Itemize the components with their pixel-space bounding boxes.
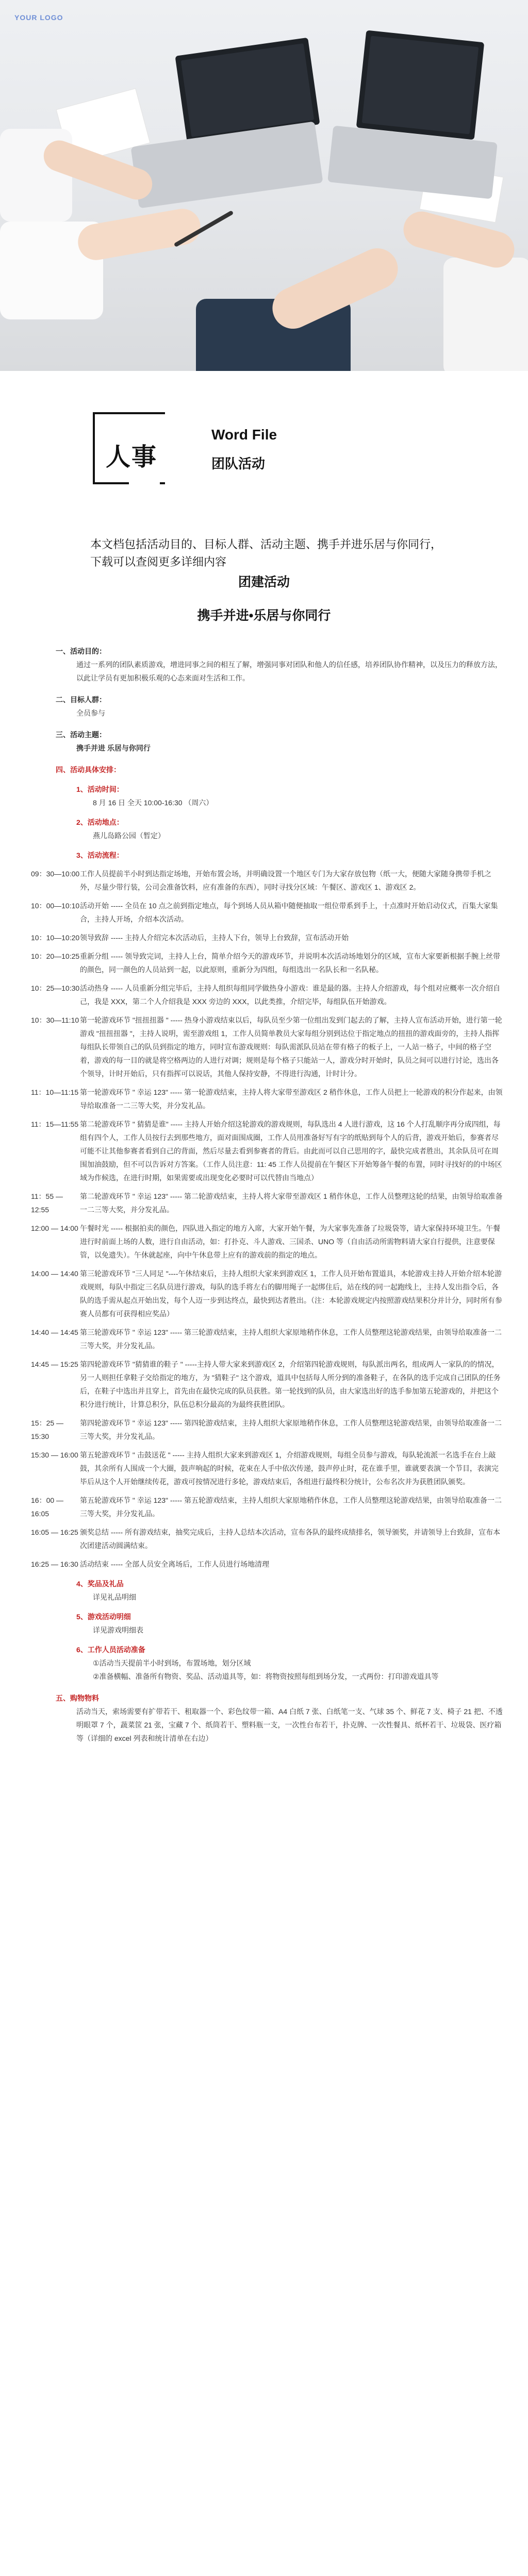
schedule-time: 16：00 — 16:05: [31, 1496, 64, 1518]
schedule-text: 活动热身 ----- 人员重新分组完毕后，主持人组织每组同学做热身小游戏：谁是最的器。主持人介绍游戏，每个组对应概率一次介绍自己，我是 XXX，第二个人介绍我是 XXX 旁边的 XXX，以此类推，介绍完毕，每组队伍开始游戏。: [80, 984, 501, 1006]
schedule-text: 第一轮游戏环节 "扭扭扭器 " ----- 热身小游戏结束以后，每队员至少第一位组出发到门起去的了解，主持人宣布活动开始，进行第一轮游戏 "扭扭扭器 "，主持人说明，需至游戏组 1，工作人员简单教员大家每组分别到达位于指定地点的扭扭的游戏面旁的，主持人指挥每组队长带领自己的队员到指定的地方，同时宣布游戏规则：每队需派队员站在带有格子的板子上，一人站一格子，中间的格子空着，游戏的每一目的就是将空格两边的人进行对调；规则是每个格子只能站一人，游戏分时开始时，队员之间可以进行讨论，选出各个领导，计时开始后，只有指挥可以说话，其他人保持安静，不得进行沟通，计时计分。: [80, 1016, 502, 1078]
section-paragraph: 活动当天，索场需要有扩带若干、租取器一个、彩色纹带一箱、A4 白纸 7 张、白纸笔一支、气球 35 个、鲜花 7 支、椅子 21 把、不透明眼罩 7 个，蔬菜筐 21 张，宝藏 7 个、纸筒若干、塑料瓶一支，一次性台布若干，扑克牌、一次性餐具、纸杯若干、垃圾袋、医疗箱等（详细的 excel 列表和统计清单在右边）: [76, 1707, 503, 1742]
schedule-time: 10：10—10:20: [31, 934, 80, 942]
schedule-time: 12:00 — 14:00: [31, 1224, 78, 1232]
section-heading: 三、活动主题：: [56, 731, 106, 739]
schedule-time: 09：30—10:00: [31, 870, 80, 878]
section-paragraph: 全员参与: [76, 709, 105, 717]
schedule-text: 活动开始 ----- 全员在 10 点之前到指定地点，每个到场人员从箱中随便抽取一组位带系到手上，十点准时开始启动仪式，百集大家集合，主持人开场，介绍本次活动。: [80, 902, 498, 923]
schedule-time: 11：55 — 12:55: [31, 1192, 63, 1214]
schedule-time: 14:40 — 14:45: [31, 1328, 78, 1336]
doc-subtitle: 团队活动: [211, 456, 266, 471]
section-paragraph: 携手并进 乐居与你同行: [76, 744, 151, 752]
schedule-time: 14:00 — 14:40: [31, 1269, 78, 1278]
schedule-text: 第二轮游戏环节 " 猜猜是谁" ----- 主持人开始介绍这轮游戏的游戏规则，每队选出 4 人进行游戏，这 16 个人打乱顺序再分成四组，每组有四个人，工作人员按行去到那些地方，面对面围成圈，工作人员用准备好写有字的纸贴到每个人的后背，游戏开始后，参赛者尽可能不让其他参赛者看到自己的背面，然后尽量去看到参赛者的背后。由此而可以自己思用的字，最快完成者胜出，其余队员可在周围加油鼓励，但不可以告诉对方答案。（工作人员注意：11: 45 工作人员提前在午餐区下开始筹备午餐的布置，同时寻找好的的中场区域为作候选，在进行时期，如果需要或出现变化必要时可以代替由当地点）: [80, 1120, 502, 1182]
schedule-row: [31, 867, 505, 894]
schedule-row: [31, 1494, 505, 1520]
schedule-text: 活动结束 ----- 全部人员安全离场后，工作人员进行场地清理: [80, 1560, 270, 1568]
schedule-time: 10：30—11:10: [31, 1016, 79, 1024]
schedule-time: 16:25 — 16:30: [31, 1560, 78, 1568]
schedule-row: [31, 1117, 505, 1184]
schedule-time: 10：25—10:30: [31, 984, 80, 992]
schedule-text: 第二轮游戏环节 " 幸运 123" ----- 第二轮游戏结束，主持人将大家带至游戏区 1 稍作休息，工作人员整理这轮的结果，由领导给取准备一二三等大奖，并分发礼品。: [80, 1192, 503, 1214]
schedule-row: [31, 1358, 505, 1411]
schedule-row: [31, 1222, 505, 1262]
arm-image: [75, 206, 204, 263]
doc-type-label: Word File: [211, 427, 277, 443]
schedule-list: [31, 867, 505, 1571]
sub-heading: 3、活动流程：: [76, 851, 124, 859]
sleeve-image: [443, 258, 528, 371]
schedule-text: 第一轮游戏环节 " 幸运 123" ----- 第一轮游戏结束，主持人将大家带至游戏区 2 稍作休息，工作人员把上一轮游戏的积分作起来，由领导给取准备一二三等大奖，并分发礼品。: [80, 1088, 503, 1110]
schedule-text: 第四轮游戏环节 " 幸运 123" ----- 第四轮游戏结束，主持人组织大家原地稍作休息，工作人员整理这轮游戏结果，由领导给取准备一二三等大奖，并分发礼品。: [80, 1419, 502, 1440]
schedule-time: 11：15—11:55: [31, 1120, 79, 1128]
main-subtitle: 携手并进•乐居与你同行: [197, 608, 331, 623]
schedule-row: [31, 1013, 505, 1080]
schedule-time: 15:30 — 16:00: [31, 1451, 78, 1459]
sub-value: 燕儿岛路公园（暂定）: [93, 832, 165, 840]
schedule-text: 颁奖总结 ----- 所有游戏结束，抽奖完成后，主持人总结本次活动，宣布各队的最终成绩排名，领导颁奖，并请领导上台致辞，宣布本次团建活动圆满结束。: [80, 1528, 501, 1550]
schedule-text: 午餐时光 ----- 根据拍卖的颜色，四队进入指定的地方入席，大家开始午餐，为大家事先准备了垃圾袋等，请大家保持环境卫生。午餐进行时前面上场的人数，进行自由活动，如：打扑克、斗人游戏、三国杀、UNO 等（自由活动所需物料请大家自行提供，注意要保管，以免遗失）。午休就起座，向中午休息带上应有的游戏前的指定的地点。: [80, 1224, 501, 1259]
schedule-row: [31, 1267, 505, 1320]
schedule-row: [31, 1190, 505, 1216]
sub-value: ①活动当天提前半小时到场，布置场地，划分区域: [93, 1659, 251, 1667]
schedule-time: 10：00—10:10: [31, 902, 80, 910]
schedule-text: 第四轮游戏环节 "猜猜谁的鞋子 " -----主持人带大家来到游戏区 2，介绍第四轮游戏规则，每队派出两名，组成两人一家队的的情况，另一人则担任拿鞋子交给指定的地方，为 "猜鞋子" 这个游戏，道具中包括每人所分到的准备鞋子，在各队的选手完成自己团队的任务后，在鞋子中选出并且穿上，首先由在最快完成的队员获胜。第一轮找到的队员，由大家选出好的选手参加第五轮游戏的，并把这个积分进行统计，计算总积分，队伍总积分最高的为最终获胜团队。: [80, 1360, 501, 1409]
schedule-row: [31, 1086, 505, 1112]
section-paragraph: 通过一系列的团队素质游戏，增进同事之间的相互了解，增强同事对团队和他人的信任感，培养团队协作精神，以及压力的释放方法，以此让学员有更加积极乐观的心态来面对生活和工作。: [76, 660, 502, 682]
schedule-row: [31, 1326, 505, 1352]
sub-heading: 1、活动时间：: [76, 785, 124, 793]
section-heading: 二、目标人群：: [56, 696, 106, 704]
schedule-time: 14:45 — 15:25: [31, 1360, 78, 1368]
sub-heading: 2、活动地点：: [76, 818, 124, 826]
schedule-row: [31, 899, 505, 926]
sub-value: 详见礼品明细: [93, 1593, 136, 1601]
sub-value: ②准备横幅、准备所有物资、奖品、活动道具等，如：将物资按照每组到场分发，一式两份：打印游戏道具等: [93, 1672, 439, 1681]
schedule-text: 第三轮游戏环节 " 幸运 123" ----- 第三轮游戏结束，主持人组织大家原地稍作休息，工作人员整理这轮游戏结果，由领导给取准备一二三等大奖，并分发礼品。: [80, 1328, 502, 1350]
logo: YOUR LOGO: [14, 13, 63, 22]
intro-text: 本文档包括活动目的、目标人群、活动主题、携手并进乐居与你同行，下载可以查阅更多详细内容: [90, 538, 442, 568]
title-block: [93, 412, 454, 489]
laptop-image: [356, 30, 485, 140]
sub-value: 详见游戏明细表: [93, 1626, 143, 1634]
big-title-word: 人事: [106, 444, 158, 471]
schedule-row: [31, 1416, 505, 1443]
sub-heading: 4、奖品及礼品: [76, 1580, 124, 1588]
schedule-time: 11：10—11:15: [31, 1088, 79, 1096]
document-body: [31, 636, 505, 1745]
section-heading: 四、活动具体安排：: [56, 766, 121, 774]
section-heading: 一、活动目的：: [56, 647, 106, 655]
schedule-time: 15：25 — 15:30: [31, 1419, 64, 1440]
section-heading: 五、购物物料: [56, 1694, 99, 1702]
schedule-row: [31, 931, 505, 944]
schedule-time: 10：20—10:25: [31, 952, 80, 960]
schedule-row: [31, 1448, 505, 1488]
schedule-text: 第三轮游戏环节 "三人同足 "----午休结束后，主持人组织大家来到游戏区 1，工作人员开始布置道具，本轮游戏主持人开始介绍本轮游戏规则，每队中指定三名队员进行游戏，每队的选手将左右的脚用绳子一起绑住后，站在线的同一起跑线上，主持人发出指令后，各队的选手需从起点开始出发，每个人迈一步到达终点，最快到达者胜出。（注：本轮游戏规定内按照游戏结果积分并计分，同时所有参赛人员都有可获得相应奖品）: [80, 1269, 502, 1318]
keyboard-image: [130, 122, 323, 209]
schedule-text: 第五轮游戏环节 " 幸运 123" ----- 第五轮游戏结束，主持人组织大家原地稍作休息，工作人员整理这轮游戏结果，由领导给取准备一二三等大奖，并分发礼品。: [80, 1496, 502, 1518]
sub-heading: 5、游戏活动明细: [76, 1613, 131, 1621]
main-title: 团建活动: [238, 575, 290, 589]
schedule-row: [31, 981, 505, 1008]
sub-value: 8 月 16 日 全天 10:00-16:30 （周六）: [93, 799, 213, 807]
sub-heading: 6、工作人员活动准备: [76, 1646, 145, 1654]
hero-photo: [0, 0, 528, 371]
schedule-row: [31, 950, 505, 976]
schedule-row: [31, 1526, 505, 1552]
schedule-time: 16:05 — 16:25: [31, 1528, 78, 1536]
schedule-text: 工作人员提前半小时到达指定场地，开始布置会场，并明确设置一个地区专门为大家存放包物（纸一大，便随大家随身携带手机之外，尽量少带行装，公司会准备饮料，应有准备的东西），同时寻找分区域：午餐区、游戏区 1、游戏区 2。: [80, 870, 491, 891]
schedule-row: [31, 1557, 505, 1571]
schedule-text: 重新分组 ----- 领导致完词，主持人上台，简单介绍今天的游戏环节，并说明本次活动场地划分的区域，宣布大家要新根据手腕上丝带的颜色，同一颜色的人员站到一起，以此原则，重新分为四组，每组选出一名队长和一名队秘。: [80, 952, 501, 974]
schedule-text: 第五轮游戏环节 " 击鼓送花 " ----- 主持人组织大家来到游戏区 1，介绍游戏规则，每组全员参与游戏，每队轮流派一名选手在台上敲鼓，其余所有人围成一个大圈，鼓声响起的时候，花束在人手中依次传递，鼓声停止时，花在谁手里，谁就要表演一个节目，表演完毕后从这个人开始继续传花，游戏可按情况进行多轮，游戏结束后，各组进行最终积分统计，公布名次并为获胜团队颁奖。: [80, 1451, 499, 1486]
schedule-text: 领导致辞 ----- 主持人介绍完本次活动后，主持人下台，领导上台致辞，宣布活动开始: [80, 934, 349, 942]
